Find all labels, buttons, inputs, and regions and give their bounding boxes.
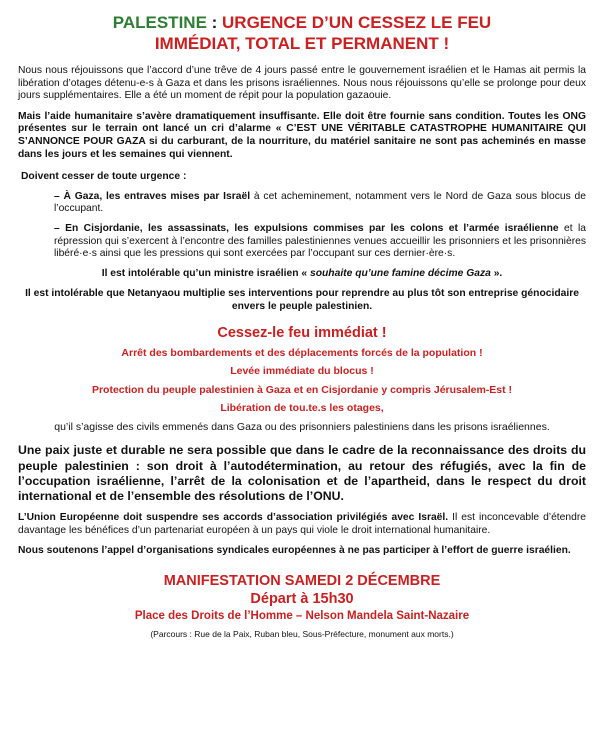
bullet-cisjordanie-text: et la répression qui s’exercent à l’encontre des familles palestiniennes venues accueillir les prisonniers et les prisonnières libéré·e·s ainsi que les pressions qui sont exercées par l’occupant sur ces dernier·ère·s. <box>54 222 586 260</box>
bullet-gaza <box>54 191 586 216</box>
must-stop-heading: Doivent cesser de toute urgence : <box>21 171 187 183</box>
demand-protection: Protection du peuple palestinien à Gaza et en Cisjordanie y compris Jérusalem-Est ! <box>91 383 513 396</box>
eu-text: Il est inconcevable d’étendre davantage les bénéfices d’un partenariat européen à un pays qui viole le droit international humanitaire. <box>18 512 587 536</box>
manifestation-place: Place des Droits de l’Homme – Nelson Mandela Saint-Nazaire <box>134 610 470 623</box>
page-title: PALESTINE : URGENCE D’UN CESSEZ LE FEU <box>112 13 492 32</box>
peace-paragraph: Une paix juste et durable ne sera possible que dans le cadre de la reconnaissance des droits du peuple palestinien : son droit à l’autodétermination, au retour des réfugiés, avec la fin de l’occupation israélienne, l’arrêt de la colonisation et de l’apartheid, dans le respect du droit international et de l’ensemble des résolutions de l’ONU. <box>18 443 586 504</box>
bullet-cisjordanie <box>54 223 586 261</box>
intolerable-minister: Il est intolérable qu’un ministre israélien « souhaite qu’une famine décime Gaza ». <box>101 267 503 279</box>
manifestation-departure: Départ à 15h30 <box>250 591 354 608</box>
bullet-gaza-lead: – À Gaza, les entraves mises par Israël <box>54 190 251 202</box>
page-subtitle: IMMÉDIAT, TOTAL ET PERMANENT ! <box>154 34 450 53</box>
eu-lead: L’Union Européenne doit suspendre ses accords d’association privilégiés avec Israël. <box>18 512 449 524</box>
manifestation-title: MANIFESTATION SAMEDI 2 DÉCEMBRE <box>163 573 441 590</box>
bullet-gaza-text: à cet acheminement, notamment vers le Nord de Gaza sous blocus de l’occupant. <box>54 190 586 215</box>
ceasefire-heading: Cessez-le feu immédiat ! <box>217 324 387 341</box>
hostages-detail: qu’il s’agisse des civils emmenés dans Gaza ou des prisonniers palestiniens dans les prisons israéliennes. <box>54 420 550 433</box>
demand-blocus: Levée immédiate du blocus ! <box>230 365 374 378</box>
support-paragraph: Nous soutenons l’appel d’organisations syndicales européennes à ne pas participer à l’effort de guerre israélien. <box>18 545 571 557</box>
intolerable-netanyaou: Il est intolérable que Netanyaou multiplie ses interventions pour reprendre au plus tôt son entreprise génocidaire envers le peuple palestinien. <box>25 288 579 312</box>
bullet-cisjordanie-lead: – En Cisjordanie, les assassinats, les expulsions commises par les colons et l’armée israélienne <box>54 222 559 234</box>
manifestation-route: (Parcours : Rue de la Paix, Ruban bleu, Sous-Préfecture, monument aux morts.) <box>150 629 454 640</box>
title-urgence: URGENCE D’UN CESSEZ LE FEU <box>222 13 492 32</box>
eu-paragraph <box>18 512 586 537</box>
minister-quote: souhaite qu’une famine décime Gaza <box>307 267 494 279</box>
humanitarian-aid-paragraph: Mais l’aide humanitaire s’avère dramatiquement insuffisante. Elle doit être fournie sans condition. Toutes les ONG présentes sur le terrain ont lancé un cri d’alarme « C’EST UNE VÉRITABLE CATASTROPHE HUMANITAIRE QUI S’ANNONCE POUR GAZA si du carburant, de la nourriture, du matériel sanitaire ne sont pas acheminés en masse dans les jours et les semaines qui viennent. <box>18 110 586 160</box>
title-palestine: PALESTINE <box>112 13 207 32</box>
demand-otages: Libération de tou.te.s les otages, <box>220 402 384 415</box>
demand-bombardements: Arrêt des bombardements et des déplacements forcés de la population ! <box>121 346 483 359</box>
intro-paragraph: Nous nous réjouissons que l’accord d’une trêve de 4 jours passé entre le gouvernement israélien et le Hamas ait permis la libération d’otages détenu-e-s à Gaza et dans les prisons israéliennes. Nous nous réjouissons qu’elle se prolonge pour deux jours supplémentaires. Elle a été un moment de répit pour la population gazaouie. <box>18 65 586 102</box>
